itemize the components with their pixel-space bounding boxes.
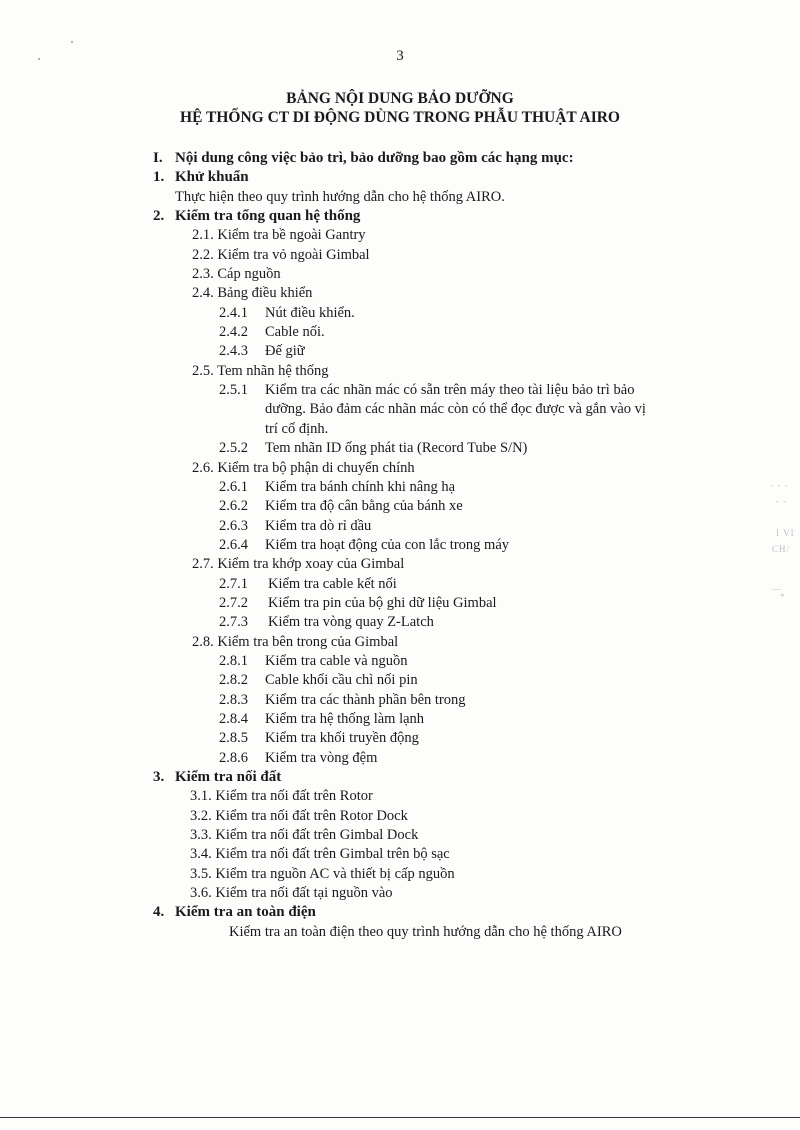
list-item-text: 2.2. Kiểm tra vỏ ngoài Gimbal <box>192 246 370 263</box>
list-item <box>0 807 800 826</box>
list-item <box>0 265 800 284</box>
sub-item-number: 2.8.4 <box>219 710 248 727</box>
heading-text: Kiểm tra an toàn điện <box>175 904 316 921</box>
list-item <box>0 226 800 245</box>
edge-mark: — <box>772 584 782 594</box>
sub-item-text: Kiểm tra vòng quay Z-Latch <box>268 614 434 631</box>
section-text: Nội dung công việc bảo trì, bảo dưỡng bao gồm các hạng mục: <box>175 150 574 166</box>
edge-mark: - - - <box>770 480 789 490</box>
sub-item-text: Cable nối. <box>265 324 325 341</box>
sub-item-number: 2.8.5 <box>219 730 248 747</box>
sub-item-number: 2.7.2 <box>219 594 248 611</box>
page-number: 3 <box>396 48 404 64</box>
paragraph <box>0 923 800 942</box>
sub-item-text: Nút điều khiển. <box>265 304 355 321</box>
sub-list-item <box>0 691 800 710</box>
sub-item-text: Kiểm tra hệ thống làm lạnh <box>265 710 425 727</box>
paragraph-text: Kiểm tra an toàn điện theo quy trình hướng dẫn cho hệ thống AIRO <box>229 923 622 940</box>
heading-text: Kiểm tra nối đất <box>175 769 282 785</box>
list-item-text: 2.6. Kiểm tra bộ phận di chuyển chính <box>192 459 415 476</box>
sub-item-text: Kiểm tra vòng đệm <box>265 749 378 766</box>
sub-item-text: dưỡng. Bảo đảm các nhãn mác còn có thể đọc được và gắn vào vị <box>265 401 646 418</box>
title-line-1: BẢNG NỘI DUNG BẢO DƯỠNG <box>286 90 514 107</box>
list-item-text: 3.4. Kiểm tra nối đất trên Gimbal trên bộ sạc <box>190 846 450 863</box>
heading-number: 3. <box>153 769 165 785</box>
document-body <box>0 149 800 942</box>
sub-list-item <box>0 729 800 748</box>
sub-item-text: Kiểm tra cable kết nối <box>268 575 397 592</box>
sub-list-item <box>0 575 800 594</box>
list-item <box>0 284 800 303</box>
sub-list-item <box>0 671 800 690</box>
heading-number: 1. <box>153 169 165 186</box>
sub-item-text: Kiểm tra khối truyền động <box>265 730 419 747</box>
sub-item-number: 2.8.2 <box>219 672 248 689</box>
sub-list-item <box>0 381 800 400</box>
sub-list-item-continuation <box>0 400 800 419</box>
list-item <box>0 845 800 864</box>
sub-item-text: Cable khối cầu chì nối pin <box>265 672 418 689</box>
sub-item-number: 2.8.3 <box>219 691 248 708</box>
sub-item-number: 2.5.1 <box>219 382 248 399</box>
list-item-text: 3.2. Kiểm tra nối đất trên Rotor Dock <box>190 807 408 824</box>
sub-item-text: Kiểm tra độ cân bằng của bánh xe <box>265 498 463 515</box>
section-heading <box>0 149 800 168</box>
sub-list-item <box>0 594 800 613</box>
sub-item-number: 2.4.2 <box>219 324 248 341</box>
sub-item-text: Kiểm tra các thành phần bên trong <box>265 691 466 708</box>
sub-list-item <box>0 497 800 516</box>
scan-bottom-edge <box>0 1117 800 1118</box>
sub-item-text: Kiểm tra cable và nguồn <box>265 652 408 669</box>
list-item-text: 3.5. Kiểm tra nguồn AC và thiết bị cấp nguồn <box>190 865 455 882</box>
paragraph <box>0 188 800 207</box>
sub-item-number: 2.8.1 <box>219 652 248 669</box>
sub-list-item <box>0 439 800 458</box>
sub-item-text: trí cố định. <box>265 420 329 437</box>
list-item-text: 2.8. Kiểm tra bên trong của Gimbal <box>192 633 399 650</box>
heading-number: 2. <box>153 208 165 225</box>
list-item <box>0 787 800 806</box>
edge-mark: CH/ <box>772 544 791 554</box>
sub-list-item <box>0 613 800 632</box>
heading-1 <box>0 168 800 187</box>
sub-item-text: Kiểm tra dò rỉ dầu <box>265 517 372 534</box>
heading-number: 4. <box>153 904 165 921</box>
list-item-text: 2.7. Kiểm tra khớp xoay của Gimbal <box>192 556 405 573</box>
sub-list-item <box>0 536 800 555</box>
edge-mark: I VI <box>776 528 795 538</box>
sub-item-text: Kiểm tra hoạt động của con lắc trong máy <box>265 536 510 553</box>
sub-list-item <box>0 323 800 342</box>
sub-list-item <box>0 478 800 497</box>
sub-item-number: 2.6.3 <box>219 517 248 534</box>
sub-item-number: 2.7.1 <box>219 575 248 592</box>
sub-item-number: 2.6.2 <box>219 498 248 515</box>
sub-list-item-continuation <box>0 420 800 439</box>
sub-list-item <box>0 517 800 536</box>
scan-speck <box>71 41 73 43</box>
list-item-text: 3.6. Kiểm tra nối đất tại nguồn vào <box>190 885 393 902</box>
list-item-text: 2.4. Bảng điều khiển <box>192 285 313 302</box>
list-item <box>0 884 800 903</box>
paragraph-text: Thực hiện theo quy trình hướng dẫn cho hệ thống AIRO. <box>175 188 505 205</box>
list-item <box>0 246 800 265</box>
list-item <box>0 826 800 845</box>
heading-4 <box>0 903 800 922</box>
section-number: I. <box>153 150 163 166</box>
sub-list-item <box>0 749 800 768</box>
edge-mark: * <box>780 592 786 602</box>
heading-text: Kiểm tra tổng quan hệ thống <box>175 208 361 225</box>
heading-2 <box>0 207 800 226</box>
sub-item-text: Kiểm tra bánh chính khi nâng hạ <box>265 478 456 495</box>
list-item <box>0 555 800 574</box>
list-item-text: 2.1. Kiểm tra bề ngoài Gantry <box>192 227 366 244</box>
list-item-text: 3.1. Kiểm tra nối đất trên Rotor <box>190 788 373 805</box>
list-item <box>0 362 800 381</box>
sub-item-number: 2.4.3 <box>219 343 248 360</box>
list-item-text: 2.3. Cáp nguồn <box>192 266 281 283</box>
sub-item-text: Đế giữ <box>265 343 305 360</box>
list-item <box>0 459 800 478</box>
list-item-text: 2.5. Tem nhãn hệ thống <box>192 362 329 379</box>
sub-list-item <box>0 304 800 323</box>
title-line-2: HỆ THỐNG CT DI ĐỘNG DÙNG TRONG PHẪU THUẬT AIRO <box>180 109 620 126</box>
sub-list-item <box>0 710 800 729</box>
list-item <box>0 633 800 652</box>
sub-list-item <box>0 652 800 671</box>
heading-3 <box>0 768 800 787</box>
sub-item-text: Tem nhãn ID ống phát tia (Record Tube S/N) <box>265 440 528 457</box>
sub-item-number: 2.6.1 <box>219 478 248 495</box>
list-item <box>0 865 800 884</box>
sub-item-number: 2.6.4 <box>219 536 248 553</box>
edge-mark: - - <box>776 496 788 506</box>
sub-item-number: 2.5.2 <box>219 440 248 457</box>
sub-item-text: Kiểm tra các nhãn mác có sẵn trên máy theo tài liệu bảo trì bảo <box>265 382 635 399</box>
heading-text: Khử khuẩn <box>175 169 249 186</box>
sub-item-number: 2.8.6 <box>219 749 248 766</box>
sub-item-number: 2.4.1 <box>219 304 248 321</box>
sub-item-text: Kiểm tra pin của bộ ghi dữ liệu Gimbal <box>268 594 497 611</box>
list-item-text: 3.3. Kiểm tra nối đất trên Gimbal Dock <box>190 827 419 844</box>
sub-list-item <box>0 342 800 361</box>
sub-item-number: 2.7.3 <box>219 614 248 631</box>
